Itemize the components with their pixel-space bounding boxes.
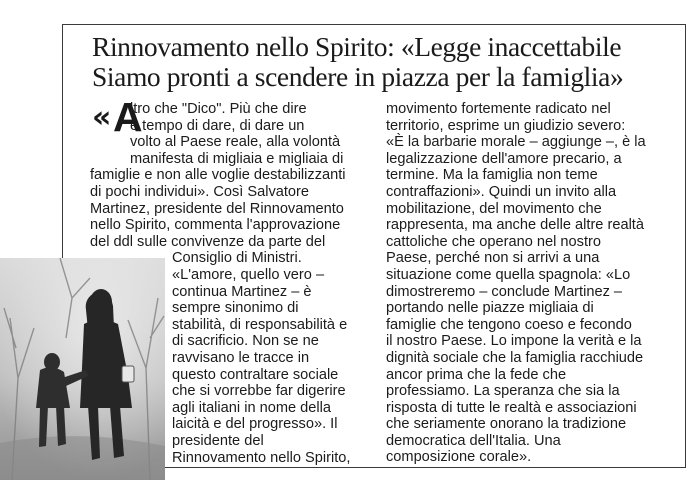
text-line: Martinez, presidente del Rinnovamento: [90, 200, 344, 217]
text-line: presidente del: [172, 432, 264, 449]
text-line: cattoliche che operano nel nostro: [386, 233, 601, 250]
text-line: Paese, perché non si arrivi a una: [386, 250, 600, 267]
text-line: del ddl sulle convivenze da parte del: [90, 233, 326, 250]
text-line: Rinnovamento nello Spirito,: [172, 449, 351, 466]
text-line: «L'amore, quello vero –: [172, 266, 325, 283]
column1-low-text: [172, 250, 350, 466]
text-line: ravvisano le tracce in: [172, 349, 310, 366]
text-line: termine. Ma la famiglia non teme: [386, 167, 598, 184]
text-line: democratica dell'Italia. Una: [386, 432, 561, 449]
ground-shadow: [0, 436, 165, 480]
text-line: che si vorrebbe far digerire: [172, 383, 346, 400]
text-line: agli italiani in nome della: [172, 399, 332, 416]
text-line: rappresenta, ma anche delle altre realtà: [386, 217, 644, 234]
text-line: volto al Paese reale, alla volontà: [130, 134, 341, 151]
text-line: di sacrificio. Non se ne: [172, 333, 319, 350]
text-line: che seriamente onorano la tradizione: [386, 416, 627, 433]
family-photo: [0, 258, 165, 480]
text-line: manifesta di migliaia e migliaia di: [130, 150, 344, 167]
text-line: ancor prima che la fede che: [386, 366, 567, 383]
text-line: contraffazioni». Quindi un invito alla: [386, 183, 617, 200]
column2-text: [386, 101, 646, 466]
text-line: professiamo. La speranza che sia la: [386, 383, 620, 400]
text-line: laicità e del progresso». Il: [172, 416, 338, 433]
text-line: è tempo di dare, di dare un: [130, 117, 305, 134]
text-line: portando nelle piazze migliaia di: [386, 300, 594, 317]
text-line: il nostro Paese. Lo impone la verità e la: [386, 333, 642, 350]
text-line: «È la barbarie morale – aggiunge –, è la: [386, 134, 646, 151]
text-line: di pochi individui». Così Salvatore: [90, 183, 310, 200]
opening-quote-mark: «: [92, 100, 108, 135]
text-line: stabilità, di responsabilità e: [172, 316, 348, 333]
text-line: sempre sinonimo di: [172, 300, 299, 317]
column1-mid-text: [90, 167, 346, 250]
text-line: dignità sociale che la famiglia racchiude: [386, 349, 644, 366]
text-line: ltro che "Dico". Più che dire: [130, 101, 307, 117]
text-line: nello Spirito, commenta l'approvazione: [90, 217, 341, 234]
title-line: Rinnovamento nello Spirito: «Legge inaccettabile: [92, 31, 622, 62]
text-line: risposta di tutte le realtà e associazioni: [386, 399, 637, 416]
text-line: famiglie e non alle voglie destabilizzanti: [90, 167, 346, 184]
text-line: composizione corale».: [386, 449, 532, 466]
text-line: famiglie che tengono coeso e fecondo: [386, 316, 632, 333]
text-line: movimento fortemente radicato nel: [386, 101, 611, 117]
text-line: questo contraltare sociale: [172, 366, 339, 383]
text-line: mobilitazione, del movimento che: [386, 200, 602, 217]
title-line: Siamo pronti a scendere in piazza per la famiglia»: [92, 61, 624, 92]
bag-icon: [122, 366, 134, 382]
text-line: dimostreremo – conclude Martinez –: [386, 283, 623, 300]
text-line: legalizzazione dell'amore precario, a: [386, 150, 622, 167]
text-line: Consiglio di Ministri.: [172, 250, 302, 267]
drop-cap: A: [113, 94, 143, 140]
article-title: [92, 32, 672, 92]
column1-top-text: [130, 101, 343, 167]
text-line: situazione come quella spagnola: «Lo: [386, 266, 631, 283]
text-line: continua Martinez – è: [172, 283, 312, 300]
text-line: territorio, esprime un giudizio severo:: [386, 117, 626, 134]
